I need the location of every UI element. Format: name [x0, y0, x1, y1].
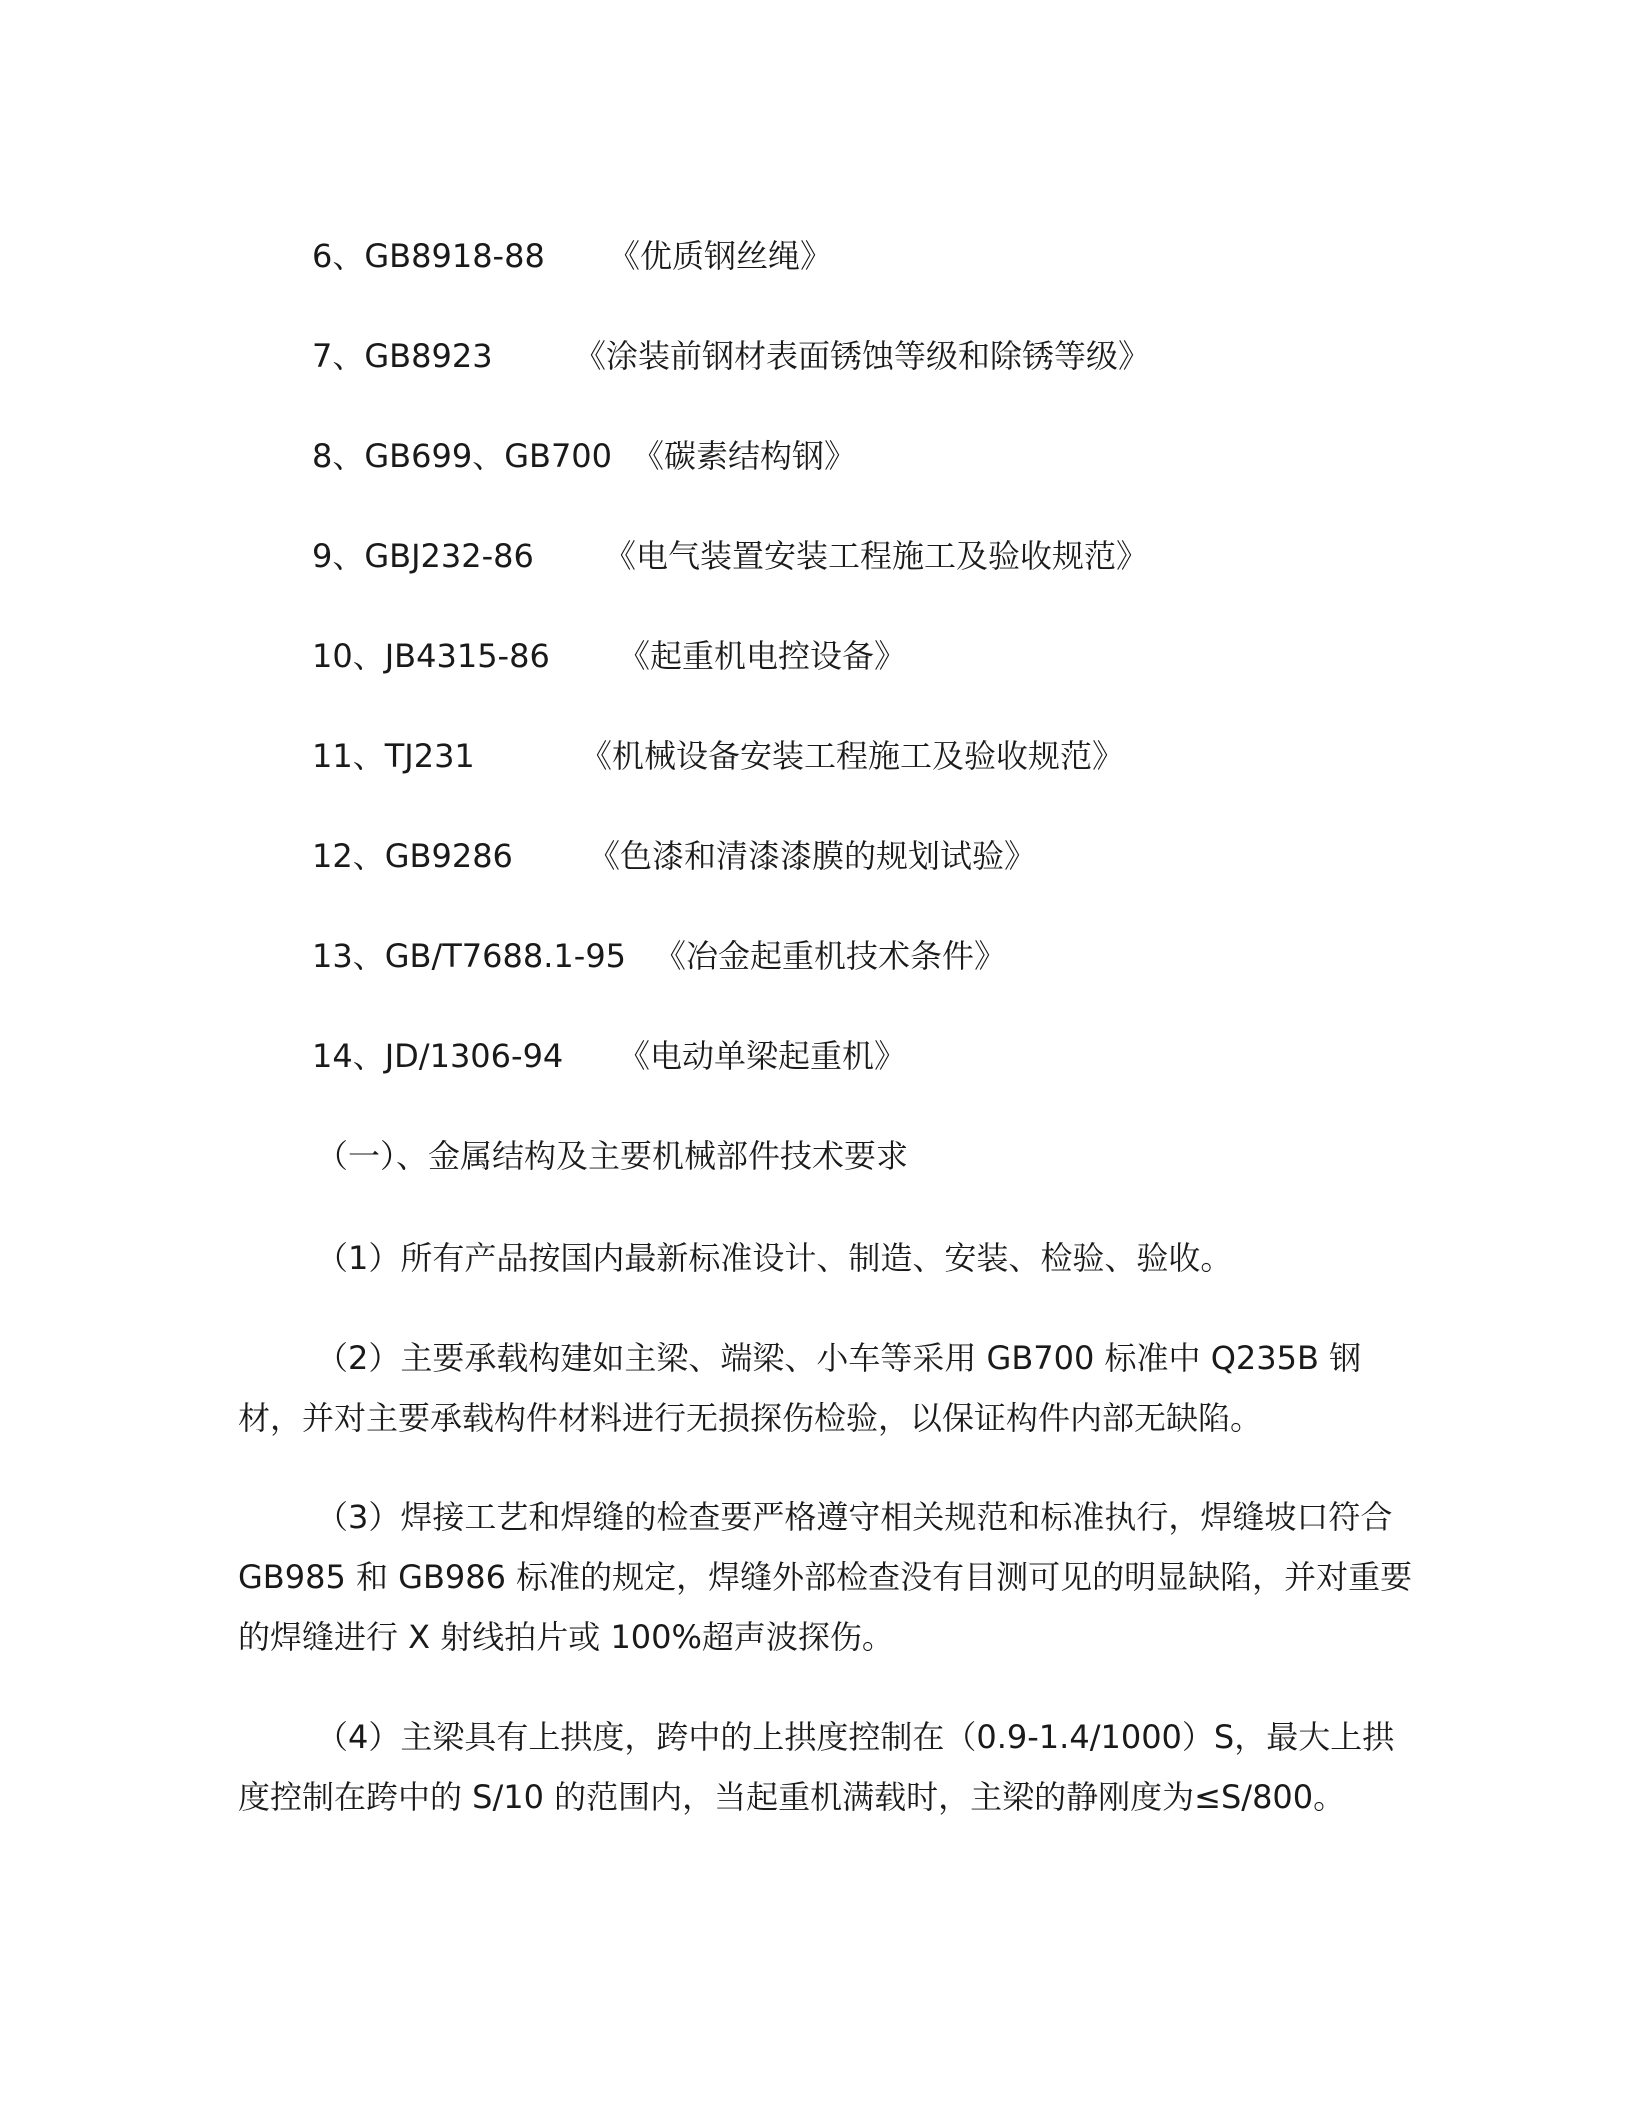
standard-code: 6、GB8918-88	[312, 237, 545, 275]
standard-title: 《碳素结构钢》	[632, 437, 857, 475]
standard-code: 10、JB4315-86	[312, 637, 550, 675]
paragraph	[238, 1487, 1413, 1667]
paragraph-line: 度控制在跨中的 S/10 的范围内，当起重机满载时，主梁的静刚度为≤S/800。	[238, 1778, 1346, 1816]
standard-title: 《冶金起重机技术条件》	[654, 937, 1007, 975]
standard-item	[312, 832, 1412, 880]
standard-title: 《电气装置安装工程施工及验收规范》	[604, 537, 1149, 575]
standard-code: 14、JD/1306-94	[312, 1037, 564, 1075]
paragraph	[238, 1328, 1388, 1448]
standard-code: 7、GB8923	[312, 337, 493, 375]
standard-item	[312, 732, 1412, 780]
standard-item	[312, 432, 1412, 480]
standard-code: 12、GB9286	[312, 837, 513, 875]
paragraph-line: 的焊缝进行 X 射线拍片或 100%超声波探伤。	[238, 1618, 894, 1656]
paragraph-line: （2）主要承载构建如主梁、端梁、小车等采用 GB700 标准中 Q235B 钢	[316, 1339, 1362, 1377]
standard-title: 《起重机电控设备》	[618, 637, 907, 675]
standard-title: 《色漆和清漆漆膜的规划试验》	[588, 837, 1037, 875]
standard-code: 8、GB699、GB700	[312, 437, 613, 475]
standard-item	[312, 1032, 1412, 1080]
standard-title: 《优质钢丝绳》	[608, 237, 833, 275]
standard-item	[312, 332, 1412, 380]
standard-item	[312, 632, 1412, 680]
paragraph-line: （1）所有产品按国内最新标准设计、制造、安装、检验、验收。	[316, 1239, 1233, 1277]
standard-code: 9、GBJ232-86	[312, 537, 534, 575]
paragraph-line: 材，并对主要承载构件材料进行无损探伤检验，以保证构件内部无缺陷。	[238, 1399, 1263, 1437]
paragraph	[238, 1707, 1395, 1827]
standard-title: 《涂装前钢材表面锈蚀等级和除锈等级》	[574, 337, 1151, 375]
standard-code: 13、GB/T7688.1-95	[312, 937, 627, 975]
section-heading: （一）、金属结构及主要机械部件技术要求	[316, 1137, 909, 1175]
standard-code: 11、TJ231	[312, 737, 475, 775]
standard-item	[312, 932, 1412, 980]
paragraph	[238, 1228, 1388, 1288]
standard-title: 《机械设备安装工程施工及验收规范》	[580, 737, 1125, 775]
paragraph-line: （4）主梁具有上拱度，跨中的上拱度控制在（0.9-1.4/1000）S，最大上拱	[316, 1718, 1395, 1756]
paragraph-line: （3）焊接工艺和焊缝的检查要严格遵守相关规范和标准执行，焊缝坡口符合	[316, 1498, 1393, 1536]
paragraph-line: GB985 和 GB986 标准的规定，焊缝外部检查没有目测可见的明显缺陷，并对重要	[238, 1558, 1413, 1596]
standard-item	[312, 532, 1412, 580]
standard-title: 《电动单梁起重机》	[618, 1037, 907, 1075]
standard-item	[312, 232, 1412, 280]
